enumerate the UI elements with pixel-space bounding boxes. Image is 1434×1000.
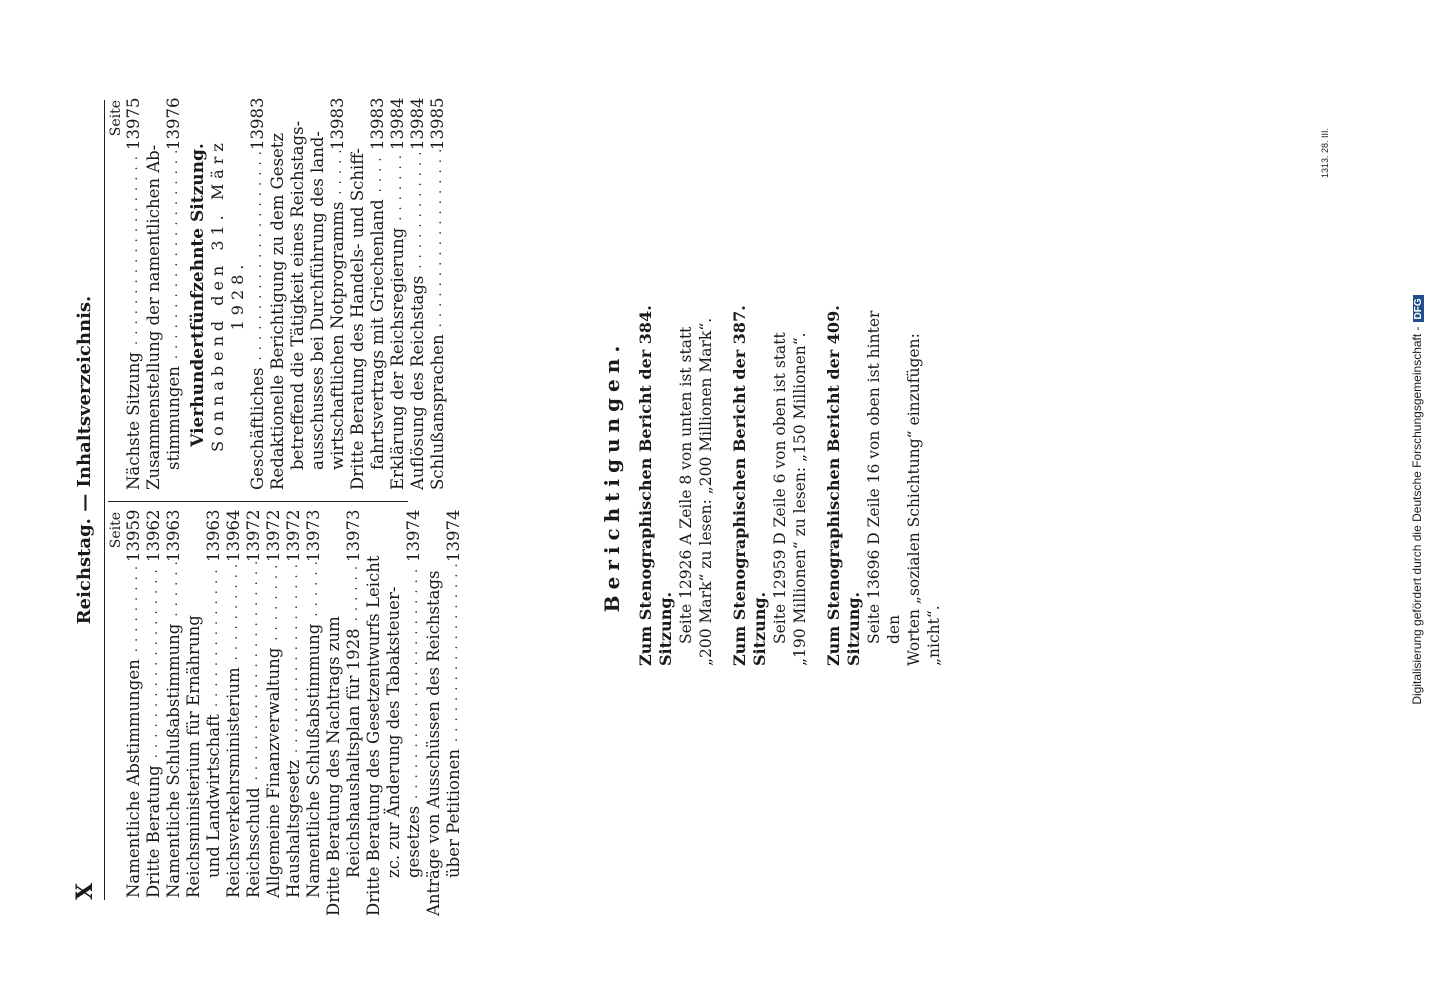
toc-entry-page: 13985 [428,97,447,150]
toc-entry-title: Namentliche Schlußabstimmung [304,621,323,898]
toc-entry-page: 13984 [388,97,407,150]
toc-entry-page: 13972 [264,509,283,562]
toc-entry-page: 13972 [244,509,263,562]
toc-entry [124,97,144,490]
errata-item [730,286,810,666]
errata-line: „190 Millionen“ zu lesen: „150 Millionen“. [791,332,809,666]
toc-entry [124,509,144,898]
toc-entry [284,509,304,898]
toc-entry [368,97,388,490]
toc-entry [224,509,244,898]
session-heading: Vierhundertfünfzehnte Sitzung. [188,143,208,447]
header-rule [104,100,105,900]
toc-entry-page: 13984 [408,97,427,150]
toc-entry-page: 13974 [404,509,423,562]
toc-entry-page: 13963 [164,509,183,562]
toc-entry [164,97,184,490]
column-divider [108,501,408,502]
errata-line: Seite 13696 D Zeile 16 von oben ist hinter den [865,310,903,644]
errata-line: „200 Mark“ zu lesen: „200 Millionen Mark“. [697,317,715,666]
toc-line: ausschusses bei Durchführung des land- [308,131,327,470]
toc-entry-title: Allgemeine Finanzverwaltung [264,645,283,898]
seite-column-label: Seite [108,100,124,137]
toc-entry-title: Reichsschuld [244,784,263,898]
toc-entry-title: Geschäftliches [248,364,267,490]
toc-line: Reichsministerium für Ernährung [184,615,203,898]
toc-entry-page: 13972 [284,509,303,562]
toc-entry-title: Namentliche Schlußabstimmung [164,621,183,898]
toc-entry-title: Reichsverkehrsministerium [224,664,243,898]
toc-entry-title: und Landwirtschaft [204,711,223,878]
toc-entry-title: stimmungen [164,363,183,470]
dfg-logo: DFG [1413,295,1424,322]
toc-entry [164,509,184,898]
toc-entry [428,97,448,490]
errata-item [636,286,716,666]
toc-line: Dritte Beratung des Gesetzentwurfs Leicht [364,555,383,916]
toc-entry-title: Nächste Sitzung [124,349,143,490]
errata-section [600,286,958,666]
toc-entry [344,509,364,898]
toc-entry-page: 13962 [144,509,163,562]
running-title: Reichstag. — Inhaltsverzeichnis. [74,295,95,625]
session-date: Sonnabend den 31. März 1928. [208,138,247,452]
toc-entry-page: 13964 [224,509,243,562]
errata-line: Seite 12959 D Zeile 6 von oben ist statt [771,332,789,644]
toc-entry-title: Reichshaushaltsplan für 1928 [344,625,363,878]
toc-entry-page: 13976 [164,97,183,150]
digitization-text: Digitalisierung gefördert durch die Deutsche Forschungsgemeinschaft - [1410,326,1424,705]
toc-entry-title: Haushaltsgesetz [284,757,303,898]
toc-entry-page: 13959 [124,509,143,562]
errata-title: Berichtigungen. [600,339,624,613]
toc-right-column [108,97,448,490]
toc-line: Zusammenstellung der namentlichen Ab- [144,144,163,490]
page-number: X [72,882,98,900]
errata-heading: Zum Stenographischen Bericht der 409. Sitzung. [824,305,863,666]
toc-entry [204,509,224,898]
toc-left-column [108,509,464,916]
errata-line: Seite 12926 A Zeile 8 von unten ist statt [677,326,695,644]
toc-entry-page: 13973 [344,509,363,562]
toc-entry [404,509,424,898]
toc-entry [304,509,324,898]
toc-entry-page: 13963 [204,509,223,562]
toc-line: betreffend die Tätigkeit eines Reichstags- [288,120,307,470]
seite-column-label: Seite [108,512,124,549]
errata-heading: Zum Stenographischen Bericht der 384. Sitzung. [636,305,675,666]
toc-entry-page: 13973 [304,509,323,562]
toc-entry [248,97,268,490]
toc-entry [264,509,284,898]
toc-line: Dritte Beratung des Handels- und Schiff- [348,148,367,490]
toc-entry-title: über Petitionen [444,746,463,878]
page-header [72,100,102,900]
toc-line: Redaktionelle Berichtigung zu dem Gesetz [268,132,287,490]
toc-line: Anträge von Ausschüssen des Reichstags [424,570,443,916]
toc-entry-title: Auflösung des Reichstags [408,273,427,490]
toc-entry-title: wirtschaftlichen Notprogramms [328,199,347,470]
print-code: 1313. 28. III. [1320,127,1330,178]
digitization-note [1410,0,1424,1000]
toc-line: zc. zur Änderung des Tabaksteuer- [384,586,403,878]
toc-entry [388,97,408,490]
toc-entry-page: 13983 [328,97,347,150]
toc-entry [144,509,164,898]
errata-heading: Zum Stenographischen Bericht der 387. Sitzung. [730,305,769,666]
toc-entry [444,509,464,898]
toc-entry-page: 13983 [368,97,387,150]
toc-entry-page: 13974 [444,509,463,562]
toc-entry [408,97,428,490]
toc-entry-title: Schlußansprachen [428,331,447,490]
toc-entry-title: Erklärung der Reichsregierung [388,225,407,490]
toc-entry [328,97,348,490]
toc-line: Dritte Beratung des Nachtrags zum [324,616,343,916]
toc-entry-title: fahrtsvertrags mit Griechenland [368,196,387,470]
toc-entry-page: 13975 [124,97,143,150]
errata-item [824,286,944,666]
toc-entry-title: Namentliche Abstimmungen [124,656,143,898]
toc-entry-title: Dritte Beratung [144,762,163,898]
toc-entry [244,509,264,898]
errata-line: Worten „sozialen Schichtung“ einzufügen: „nicht“. [905,333,943,666]
toc-entry-page: 13983 [248,97,267,150]
toc-entry-title: gesetzes [404,803,423,878]
